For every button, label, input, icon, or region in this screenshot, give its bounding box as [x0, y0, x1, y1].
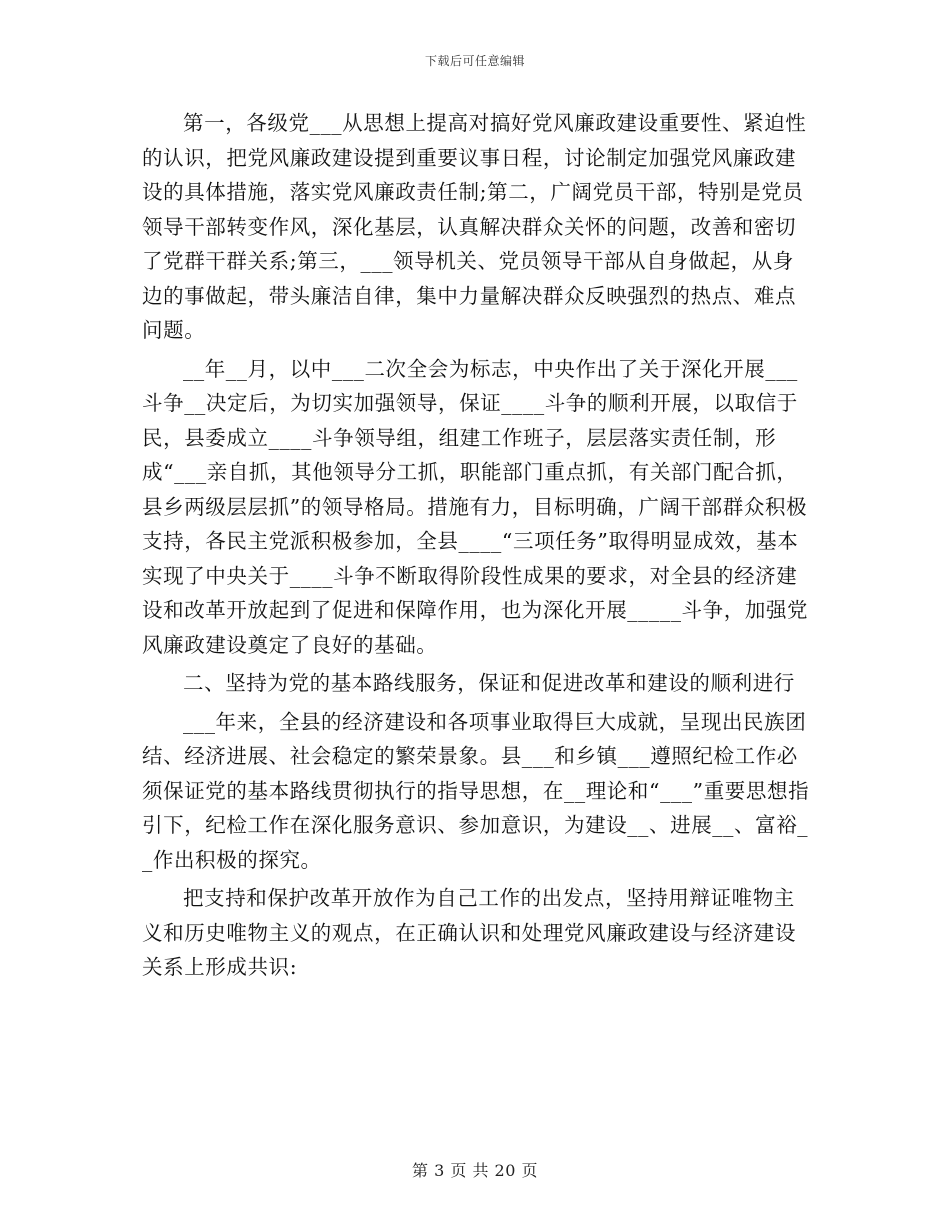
page-number: 第 3 页 共 20 页: [412, 1161, 538, 1180]
paragraph: __年__月，以中___二次全会为标志，中央作出了关于深化开展___斗争__决定后，为切实加强领导，保证____斗争的顺利开展，以取信于民，县委成立____斗争领导组，组建工作班子，层层落实责任制，形成“___亲自抓，其他领导分工抓，职能部门重点抓，有关部门配合抓，县乡两级层层抓”的领导格局。措施有力，目标明确，广阔干部群众积极支持，各民主党派积极参加，全县____“三项任务”取得明显成效，基本实现了中央关于____斗争不断取得阶段性成果的要求，对全县的经济建设和改革开放起到了促进和保障作用，也为深化开展_____斗争，加强党风廉政建设奠定了良好的基础。: [142, 356, 809, 657]
paragraph: 把支持和保护改革开放作为自己工作的出发点，坚持用辩证唯物主义和历史唯物主义的观点，在正确认识和处理党风廉政建设与经济建设关系上形成共识:: [142, 886, 797, 979]
document-body: [142, 106, 812, 989]
section-heading: 二、坚持为党的基本路线服务，保证和促进改革和建设的顺利进行: [183, 671, 795, 695]
paragraph: 第一，各级党___从思想上提高对搞好党风廉政建设重要性、紧迫性的认识，把党风廉政建设提到重要议事日程，讨论制定加强党风廉政建设的具体措施，落实党风廉政责任制;第二，广阔党员干部，特别是党员领导干部转变作风，深化基层，认真解决群众关怀的问题，改善和密切了党群干群关系;第三，___领导机关、党员领导干部从自身做起，从身边的事做起，带头廉洁自律，集中力量解决群众反映强烈的热点、难点问题。: [142, 111, 807, 342]
paragraph: ___年来，全县的经济建设和各项事业取得巨大成就，呈现出民族团结、经济进展、社会稳定的繁荣景象。县___和乡镇___遵照纪检工作必须保证党的基本路线贯彻执行的指导思想，在__理论和“___”重要思想指引下，纪检工作在深化服务意识、参加意识，为建设__、进展__、富裕__作出积极的探究。: [142, 709, 810, 872]
page-header: 下载后可任意编辑: [424, 54, 525, 68]
